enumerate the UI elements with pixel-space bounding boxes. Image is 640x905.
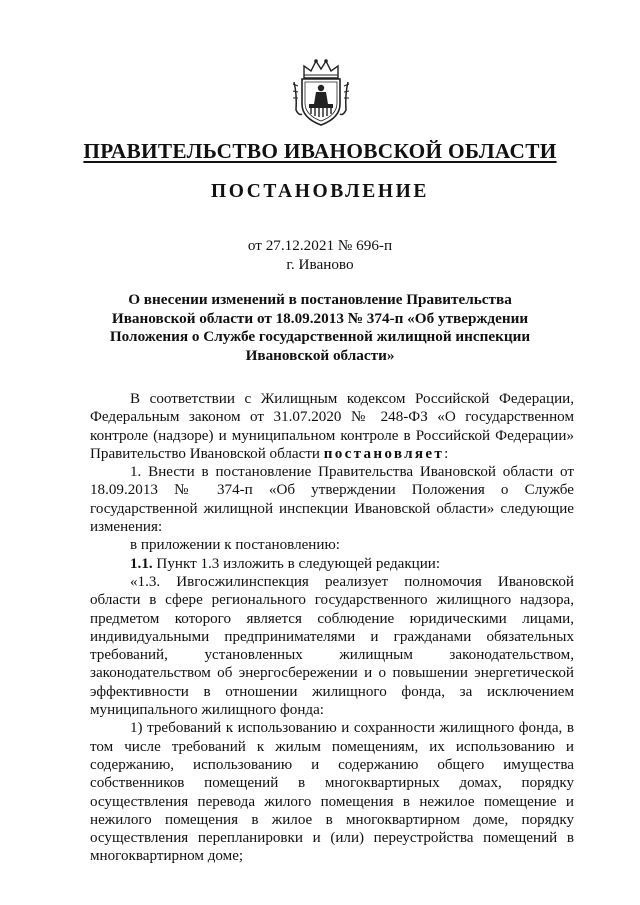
resolves-word: постановляет: [323, 445, 445, 462]
subitem-1-paragraph: 1) требований к использованию и сохранности жилищного фонда, в том числе требований к жилым помещениям, их использованию и содержанию, использованию и содержанию общего имущества собственников помещений в многоквартирных домах, порядку осуществления перевода жилого помещения в нежилое помещение и нежилого помещения в жилое в многоквартирном доме, порядку осуществления перепланировки и (или) переустройства помещений в многоквартирном доме;: [90, 720, 574, 865]
item-1-1-number: 1.1.: [130, 555, 153, 572]
item-1-paragraph: 1. Внести в постановление Правительства Ивановской области от 18.09.2013 № 374-п «Об утверждении Положения о Службе государственной жилищной инспекции Ивановской области» следующие изменения:: [90, 464, 574, 536]
item-1-1-paragraph: [90, 555, 574, 573]
document-date-number: от 27.12.2021 № 696-п: [247, 237, 393, 254]
preamble-paragraph: [90, 390, 574, 463]
appendix-paragraph: в приложении к постановлению:: [130, 537, 340, 554]
item-1-1-text: Пункт 1.3 изложить в следующей редакции:: [152, 555, 441, 572]
document-city: г. Иваново: [286, 256, 354, 273]
coat-of-arms-icon: [290, 58, 352, 128]
quote-1-3-paragraph: «1.3. Ивгосжилинспекция реализует полномочия Ивановской области в сфере регионального государственного жилищного надзора, предметом которого является соблюдение юридическими лицами, индивидуальными предпринимателями и гражданами обязательных требований, установленных жилищным законодательством, законодательством об энергосбережении и о повышении энергетической эффективности в отношении жилищного фонда, за исключением муниципального жилищного фонда:: [90, 573, 574, 719]
preamble-text: В соответствии с Жилищным кодексом Российской Федерации, Федеральным законом от 31.07.2020 № 248-ФЗ «О государственном контроле (надзоре) и муниципальном контроле в Российской Федерации» Правительство Ивановской области: [90, 391, 574, 462]
organization-title: ПРАВИТЕЛЬСТВО ИВАНОВСКОЙ ОБЛАСТИ: [83, 139, 557, 163]
document-subject: О внесении изменений в постановление Правительства Ивановской области от 18.09.2013 № 374-п «Об утверждении Положения о Службе государственной жилищной инспекции Ивановской области»: [109, 291, 531, 364]
resolves-colon: :: [444, 445, 449, 462]
document-type-title: ПОСТАНОВЛЕНИЕ: [210, 181, 430, 202]
document-body: [90, 390, 574, 866]
